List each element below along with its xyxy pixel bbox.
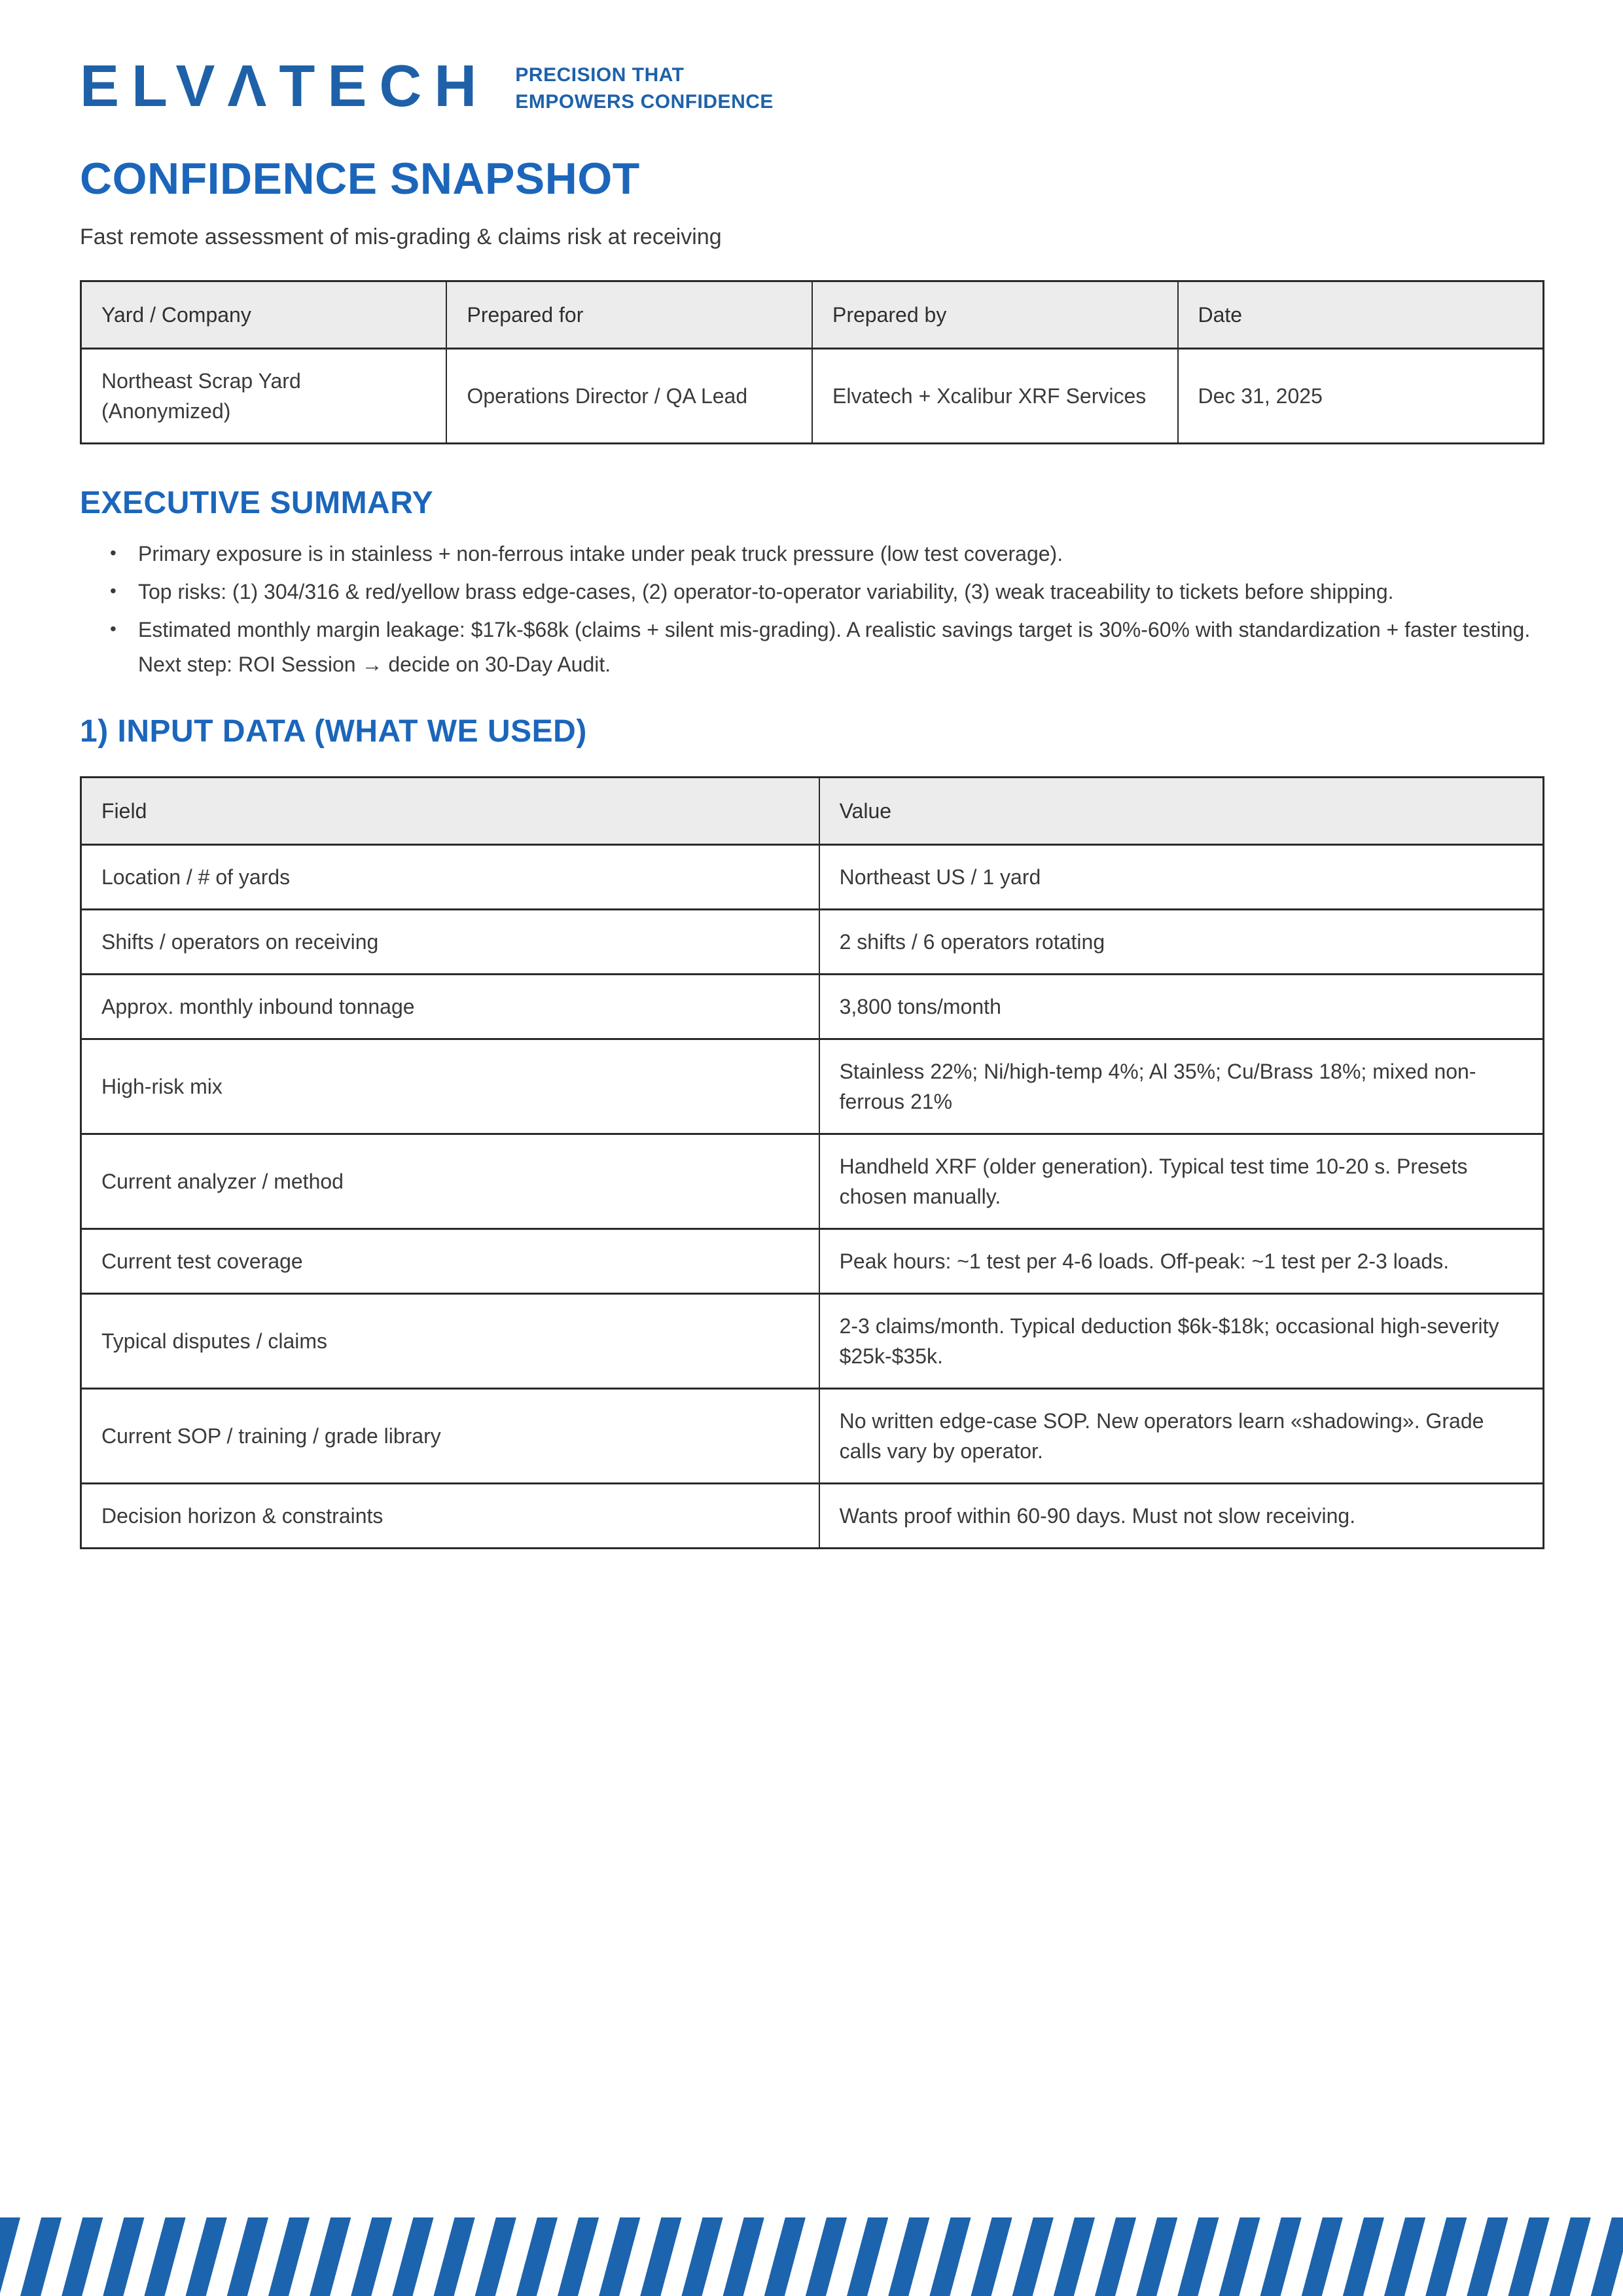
page-subtitle: Fast remote assessment of mis-grading & claims risk at receiving [80,224,722,250]
input-data-heading: 1) INPUT DATA (WHAT WE USED) [80,714,587,749]
info-header-prepared-for: Prepared for [446,281,812,349]
field-disputes: Typical disputes / claims [81,1293,819,1388]
info-table-head [81,281,1544,349]
executive-summary-heading: EXECUTIVE SUMMARY [80,486,434,521]
brand-header [80,0,1544,119]
table-row [81,1483,1544,1548]
info-table-body [81,349,1544,444]
field-tonnage: Approx. monthly inbound tonnage [81,974,819,1039]
info-cell-yard-company: Northeast Scrap Yard (Anonymized) [81,349,447,444]
input-data-table [80,776,1544,1549]
executive-summary-list [80,537,1544,682]
table-row [81,844,1544,909]
footer-stripes-decoration [0,2217,1623,2296]
value-analyzer: Handheld XRF (older generation). Typical test time 10-20 s. Presets chosen manually. [819,1134,1544,1229]
field-test-coverage: Current test coverage [81,1229,819,1293]
input-table-head [81,777,1544,844]
info-cell-date: Dec 31, 2025 [1178,349,1544,444]
field-sop: Current SOP / training / grade library [81,1388,819,1483]
value-tonnage: 3,800 tons/month [819,974,1544,1039]
table-row [81,974,1544,1039]
info-header-yard-company: Yard / Company [81,281,447,349]
info-header-prepared-by: Prepared by [812,281,1178,349]
value-disputes: 2-3 claims/month. Typical deduction $6k-$18k; occasional high-severity $25k-$35k. [819,1293,1544,1388]
info-cell-prepared-for: Operations Director / QA Lead [446,349,812,444]
field-analyzer: Current analyzer / method [81,1134,819,1229]
value-location: Northeast US / 1 yard [819,844,1544,909]
summary-bullet-2: • Top risks: (1) 304/316 & red/yellow brass edge-cases, (2) operator-to-operator variability, (3) weak traceability to tickets before shipping. [80,575,1544,609]
info-table [80,280,1544,444]
tagline-line-1: PRECISION THAT [515,64,685,86]
page-title: CONFIDENCE SNAPSHOT [80,154,640,204]
brand-tagline [515,58,774,115]
table-row [81,1229,1544,1293]
value-shifts: 2 shifts / 6 operators rotating [819,909,1544,974]
value-high-risk-mix: Stainless 22%; Ni/high-temp 4%; Al 35%; Cu/Brass 18%; mixed non-ferrous 21% [819,1039,1544,1134]
table-row [81,1293,1544,1388]
value-decision-horizon: Wants proof within 60-90 days. Must not slow receiving. [819,1483,1544,1548]
tagline-line-2: EMPOWERS CONFIDENCE [515,91,774,113]
input-table-body [81,844,1544,1548]
field-location: Location / # of yards [81,844,819,909]
info-table-row [81,349,1544,444]
elvatech-logo: ELVΛTECH [80,54,490,119]
input-header-value: Value [819,777,1544,844]
field-high-risk-mix: High-risk mix [81,1039,819,1134]
table-row [81,1388,1544,1483]
info-table-header-row [81,281,1544,349]
field-decision-horizon: Decision horizon & constraints [81,1483,819,1548]
input-table-header-row [81,777,1544,844]
summary-bullet-1: • Primary exposure is in stainless + non-ferrous intake under peak truck pressure (low test coverage). [80,537,1544,571]
table-row [81,909,1544,974]
summary-bullet-3: • Estimated monthly margin leakage: $17k-$68k (claims + silent mis-grading). A realistic savings target is 30%-60% with standardization + faster testing. Next step: ROI Session → decide on 30-Day Audit. [80,613,1544,682]
table-row [81,1134,1544,1229]
value-sop: No written edge-case SOP. New operators learn «shadowing». Grade calls vary by operator. [819,1388,1544,1483]
value-test-coverage: Peak hours: ~1 test per 4-6 loads. Off-peak: ~1 test per 2-3 loads. [819,1229,1544,1293]
input-header-field: Field [81,777,819,844]
info-header-date: Date [1178,281,1544,349]
table-row [81,1039,1544,1134]
field-shifts: Shifts / operators on receiving [81,909,819,974]
info-cell-prepared-by: Elvatech + Xcalibur XRF Services [812,349,1178,444]
